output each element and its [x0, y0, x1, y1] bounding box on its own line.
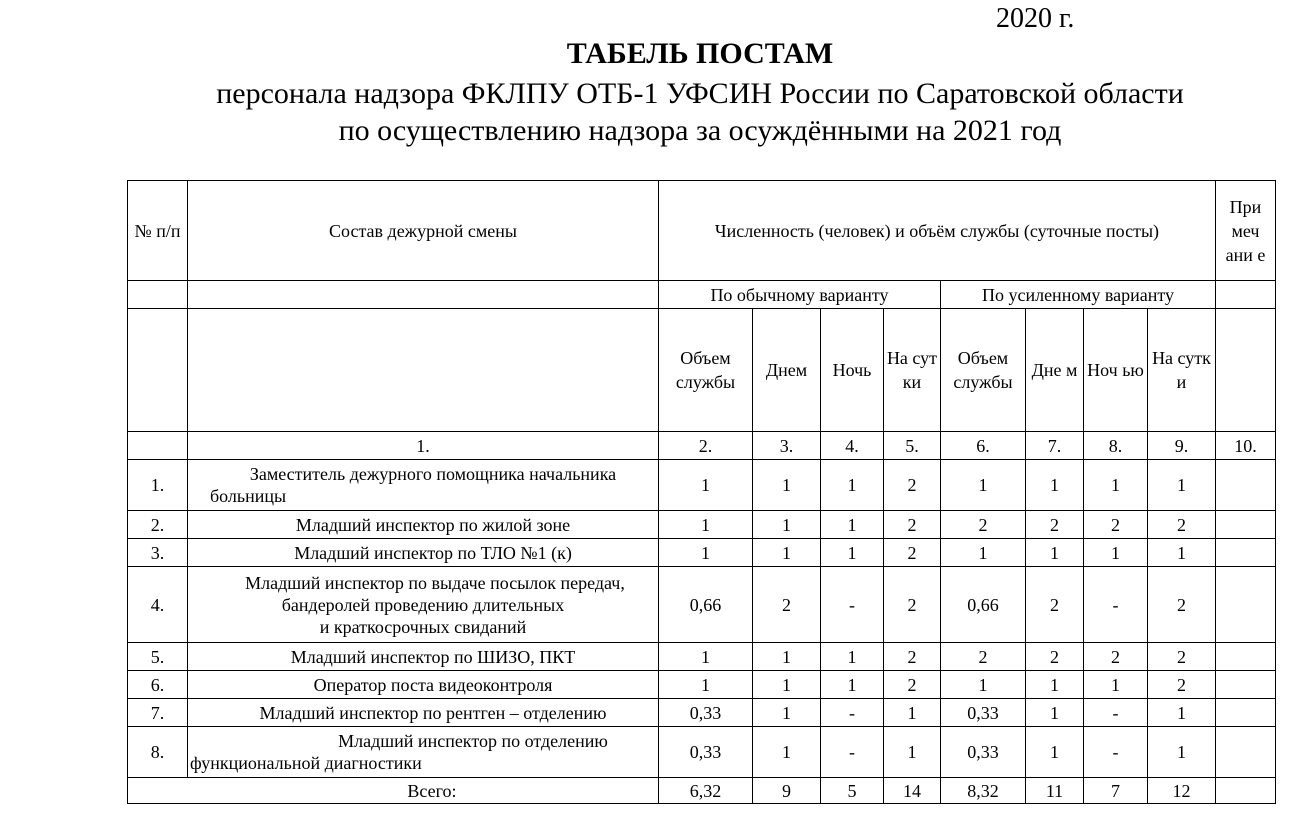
- row-value: 0,33: [659, 699, 753, 727]
- header-reg-night: Ночь: [821, 309, 884, 432]
- colnum-10: 10.: [1216, 432, 1276, 460]
- row-value: 1: [659, 460, 753, 511]
- row-value: 1: [753, 699, 821, 727]
- row-name: Заместитель дежурного помощника начальника больницы: [188, 460, 659, 511]
- row-value: 1: [1148, 539, 1216, 567]
- header-enh-daily: На сутк и: [1148, 309, 1216, 432]
- colnum-9: 9.: [1148, 432, 1216, 460]
- total-value: 5: [821, 778, 884, 804]
- row-value: 1: [884, 727, 941, 778]
- row-value: 0,66: [941, 567, 1026, 643]
- row-value: 1: [659, 511, 753, 539]
- row-num: 3.: [128, 539, 188, 567]
- row-name-line: Младший инспектор по выдаче посылок передач,: [245, 572, 625, 593]
- row-note: [1216, 539, 1276, 567]
- colnum-4: 4.: [821, 432, 884, 460]
- row-value: 2: [1026, 643, 1084, 671]
- header-note: При меч ани е: [1216, 181, 1276, 281]
- table-row: [128, 567, 1276, 643]
- table-row: [128, 511, 1276, 539]
- row-name: [188, 567, 659, 643]
- header-reg-daily: На сут ки: [884, 309, 941, 432]
- row-value: 1: [821, 511, 884, 539]
- table-variant-row: [128, 281, 1276, 309]
- variant-empty-name: [188, 281, 659, 309]
- row-note: [1216, 727, 1276, 778]
- row-value: 0,33: [659, 727, 753, 778]
- row-num: 5.: [128, 643, 188, 671]
- header-composition: Состав дежурной смены: [188, 181, 659, 281]
- row-value: -: [821, 567, 884, 643]
- colnum-empty: [128, 432, 188, 460]
- table-header-row: [128, 181, 1276, 281]
- row-value: 1: [821, 671, 884, 699]
- row-value: 2: [884, 671, 941, 699]
- colnum-3: 3.: [753, 432, 821, 460]
- colnum-1: 1.: [188, 432, 659, 460]
- total-note: [1216, 778, 1276, 804]
- row-name: Младший инспектор по ТЛО №1 (к): [188, 539, 659, 567]
- subheader-empty-note: [1216, 309, 1276, 432]
- row-name: Младший инспектор по отделению функциональной диагностики: [188, 727, 659, 778]
- total-value: 11: [1026, 778, 1084, 804]
- row-name: Младший инспектор по ШИЗО, ПКТ: [188, 643, 659, 671]
- row-value: 1: [1084, 671, 1148, 699]
- table-subheader-row: [128, 309, 1276, 432]
- row-value: 2: [941, 643, 1026, 671]
- subheader-empty-num: [128, 309, 188, 432]
- row-value: 2: [884, 567, 941, 643]
- row-value: 1: [1026, 699, 1084, 727]
- row-num: 4.: [128, 567, 188, 643]
- total-value: 7: [1084, 778, 1148, 804]
- row-note: [1216, 671, 1276, 699]
- row-num: 1.: [128, 460, 188, 511]
- row-value: 2: [1084, 643, 1148, 671]
- row-value: 0,33: [941, 727, 1026, 778]
- row-note: [1216, 643, 1276, 671]
- row-name: Младший инспектор по жилой зоне: [188, 511, 659, 539]
- header-reg-volume: Объем службы: [659, 309, 753, 432]
- total-row: [128, 778, 1276, 804]
- table-row: [128, 727, 1276, 778]
- row-value: 2: [1148, 671, 1216, 699]
- total-label: Всего:: [128, 778, 659, 804]
- row-num: 6.: [128, 671, 188, 699]
- colnum-7: 7.: [1026, 432, 1084, 460]
- row-value: 1: [941, 460, 1026, 511]
- row-value: 1: [1148, 460, 1216, 511]
- row-value: 1: [941, 539, 1026, 567]
- variant-empty-note: [1216, 281, 1276, 309]
- row-value: 2: [1026, 567, 1084, 643]
- row-value: 1: [1084, 460, 1148, 511]
- row-value: 0,66: [659, 567, 753, 643]
- row-name-line: и краткосрочных свиданий: [319, 616, 527, 637]
- row-value: 1: [753, 511, 821, 539]
- header-enh-day: Дне м: [1026, 309, 1084, 432]
- row-value: -: [1084, 567, 1148, 643]
- header-num: № п/п: [128, 181, 188, 281]
- row-value: 2: [884, 460, 941, 511]
- row-value: 1: [659, 643, 753, 671]
- document-year: 2020 г.: [996, 3, 1075, 34]
- header-enh-night: Ноч ью: [1084, 309, 1148, 432]
- colnum-8: 8.: [1084, 432, 1148, 460]
- row-value: 2: [1148, 643, 1216, 671]
- row-value: 1: [1148, 727, 1216, 778]
- table-row: [128, 460, 1276, 511]
- header-enhanced: По усиленному варианту: [941, 281, 1216, 309]
- row-value: 1: [753, 539, 821, 567]
- row-value: 1: [1026, 671, 1084, 699]
- row-value: 1: [753, 460, 821, 511]
- column-number-row: [128, 432, 1276, 460]
- subheader-empty-name: [188, 309, 659, 432]
- row-value: 2: [1148, 511, 1216, 539]
- row-value: 2: [884, 511, 941, 539]
- row-num: 2.: [128, 511, 188, 539]
- document-subtitle-line1: персонала надзора ФКЛПУ ОТБ-1 УФСИН России по Саратовской области: [216, 77, 1184, 110]
- total-value: 6,32: [659, 778, 753, 804]
- row-value: 2: [1148, 567, 1216, 643]
- row-name: Оператор поста видеоконтроля: [188, 671, 659, 699]
- row-value: 1: [753, 643, 821, 671]
- document-title: ТАБЕЛЬ ПОСТАМ: [566, 37, 834, 70]
- total-value: 14: [884, 778, 941, 804]
- row-value: 1: [821, 460, 884, 511]
- row-note: [1216, 567, 1276, 643]
- header-enh-volume: Объем службы: [941, 309, 1026, 432]
- total-value: 8,32: [941, 778, 1026, 804]
- document-subtitle-line2: по осуществлению надзора за осуждёнными на 2021 год: [338, 114, 1062, 147]
- row-value: -: [821, 727, 884, 778]
- colnum-5: 5.: [884, 432, 941, 460]
- row-value: 1: [1026, 727, 1084, 778]
- row-name-line: бандеролей проведению длительных: [281, 594, 565, 615]
- row-value: 1: [941, 671, 1026, 699]
- colnum-2: 2.: [659, 432, 753, 460]
- row-value: 1: [753, 727, 821, 778]
- row-value: -: [1084, 727, 1148, 778]
- table-row: [128, 539, 1276, 567]
- row-note: [1216, 699, 1276, 727]
- table-row: [128, 671, 1276, 699]
- total-value: 12: [1148, 778, 1216, 804]
- table-row: [128, 699, 1276, 727]
- row-note: [1216, 511, 1276, 539]
- row-value: 1: [753, 671, 821, 699]
- row-name: Младший инспектор по рентген – отделению: [188, 699, 659, 727]
- colnum-6: 6.: [941, 432, 1026, 460]
- row-value: -: [1084, 699, 1148, 727]
- row-value: 2: [884, 643, 941, 671]
- row-value: 2: [941, 511, 1026, 539]
- header-reg-day: Днем: [753, 309, 821, 432]
- row-value: 1: [1026, 460, 1084, 511]
- row-value: 1: [659, 671, 753, 699]
- row-value: 1: [821, 643, 884, 671]
- row-num: 8.: [128, 727, 188, 778]
- row-value: 2: [753, 567, 821, 643]
- row-value: 2: [1084, 511, 1148, 539]
- row-value: 1: [821, 539, 884, 567]
- row-value: -: [821, 699, 884, 727]
- row-value: 0,33: [941, 699, 1026, 727]
- row-value: 1: [1148, 699, 1216, 727]
- row-value: 1: [884, 699, 941, 727]
- header-group: Численность (человек) и объём службы (суточные посты): [659, 181, 1216, 281]
- row-value: 2: [884, 539, 941, 567]
- variant-empty-num: [128, 281, 188, 309]
- row-note: [1216, 460, 1276, 511]
- row-num: 7.: [128, 699, 188, 727]
- header-regular: По обычному варианту: [659, 281, 941, 309]
- posts-table: [127, 180, 1276, 804]
- row-value: 1: [659, 539, 753, 567]
- table-row: [128, 643, 1276, 671]
- row-value: 2: [1026, 511, 1084, 539]
- row-value: 1: [1026, 539, 1084, 567]
- row-value: 1: [1084, 539, 1148, 567]
- total-value: 9: [753, 778, 821, 804]
